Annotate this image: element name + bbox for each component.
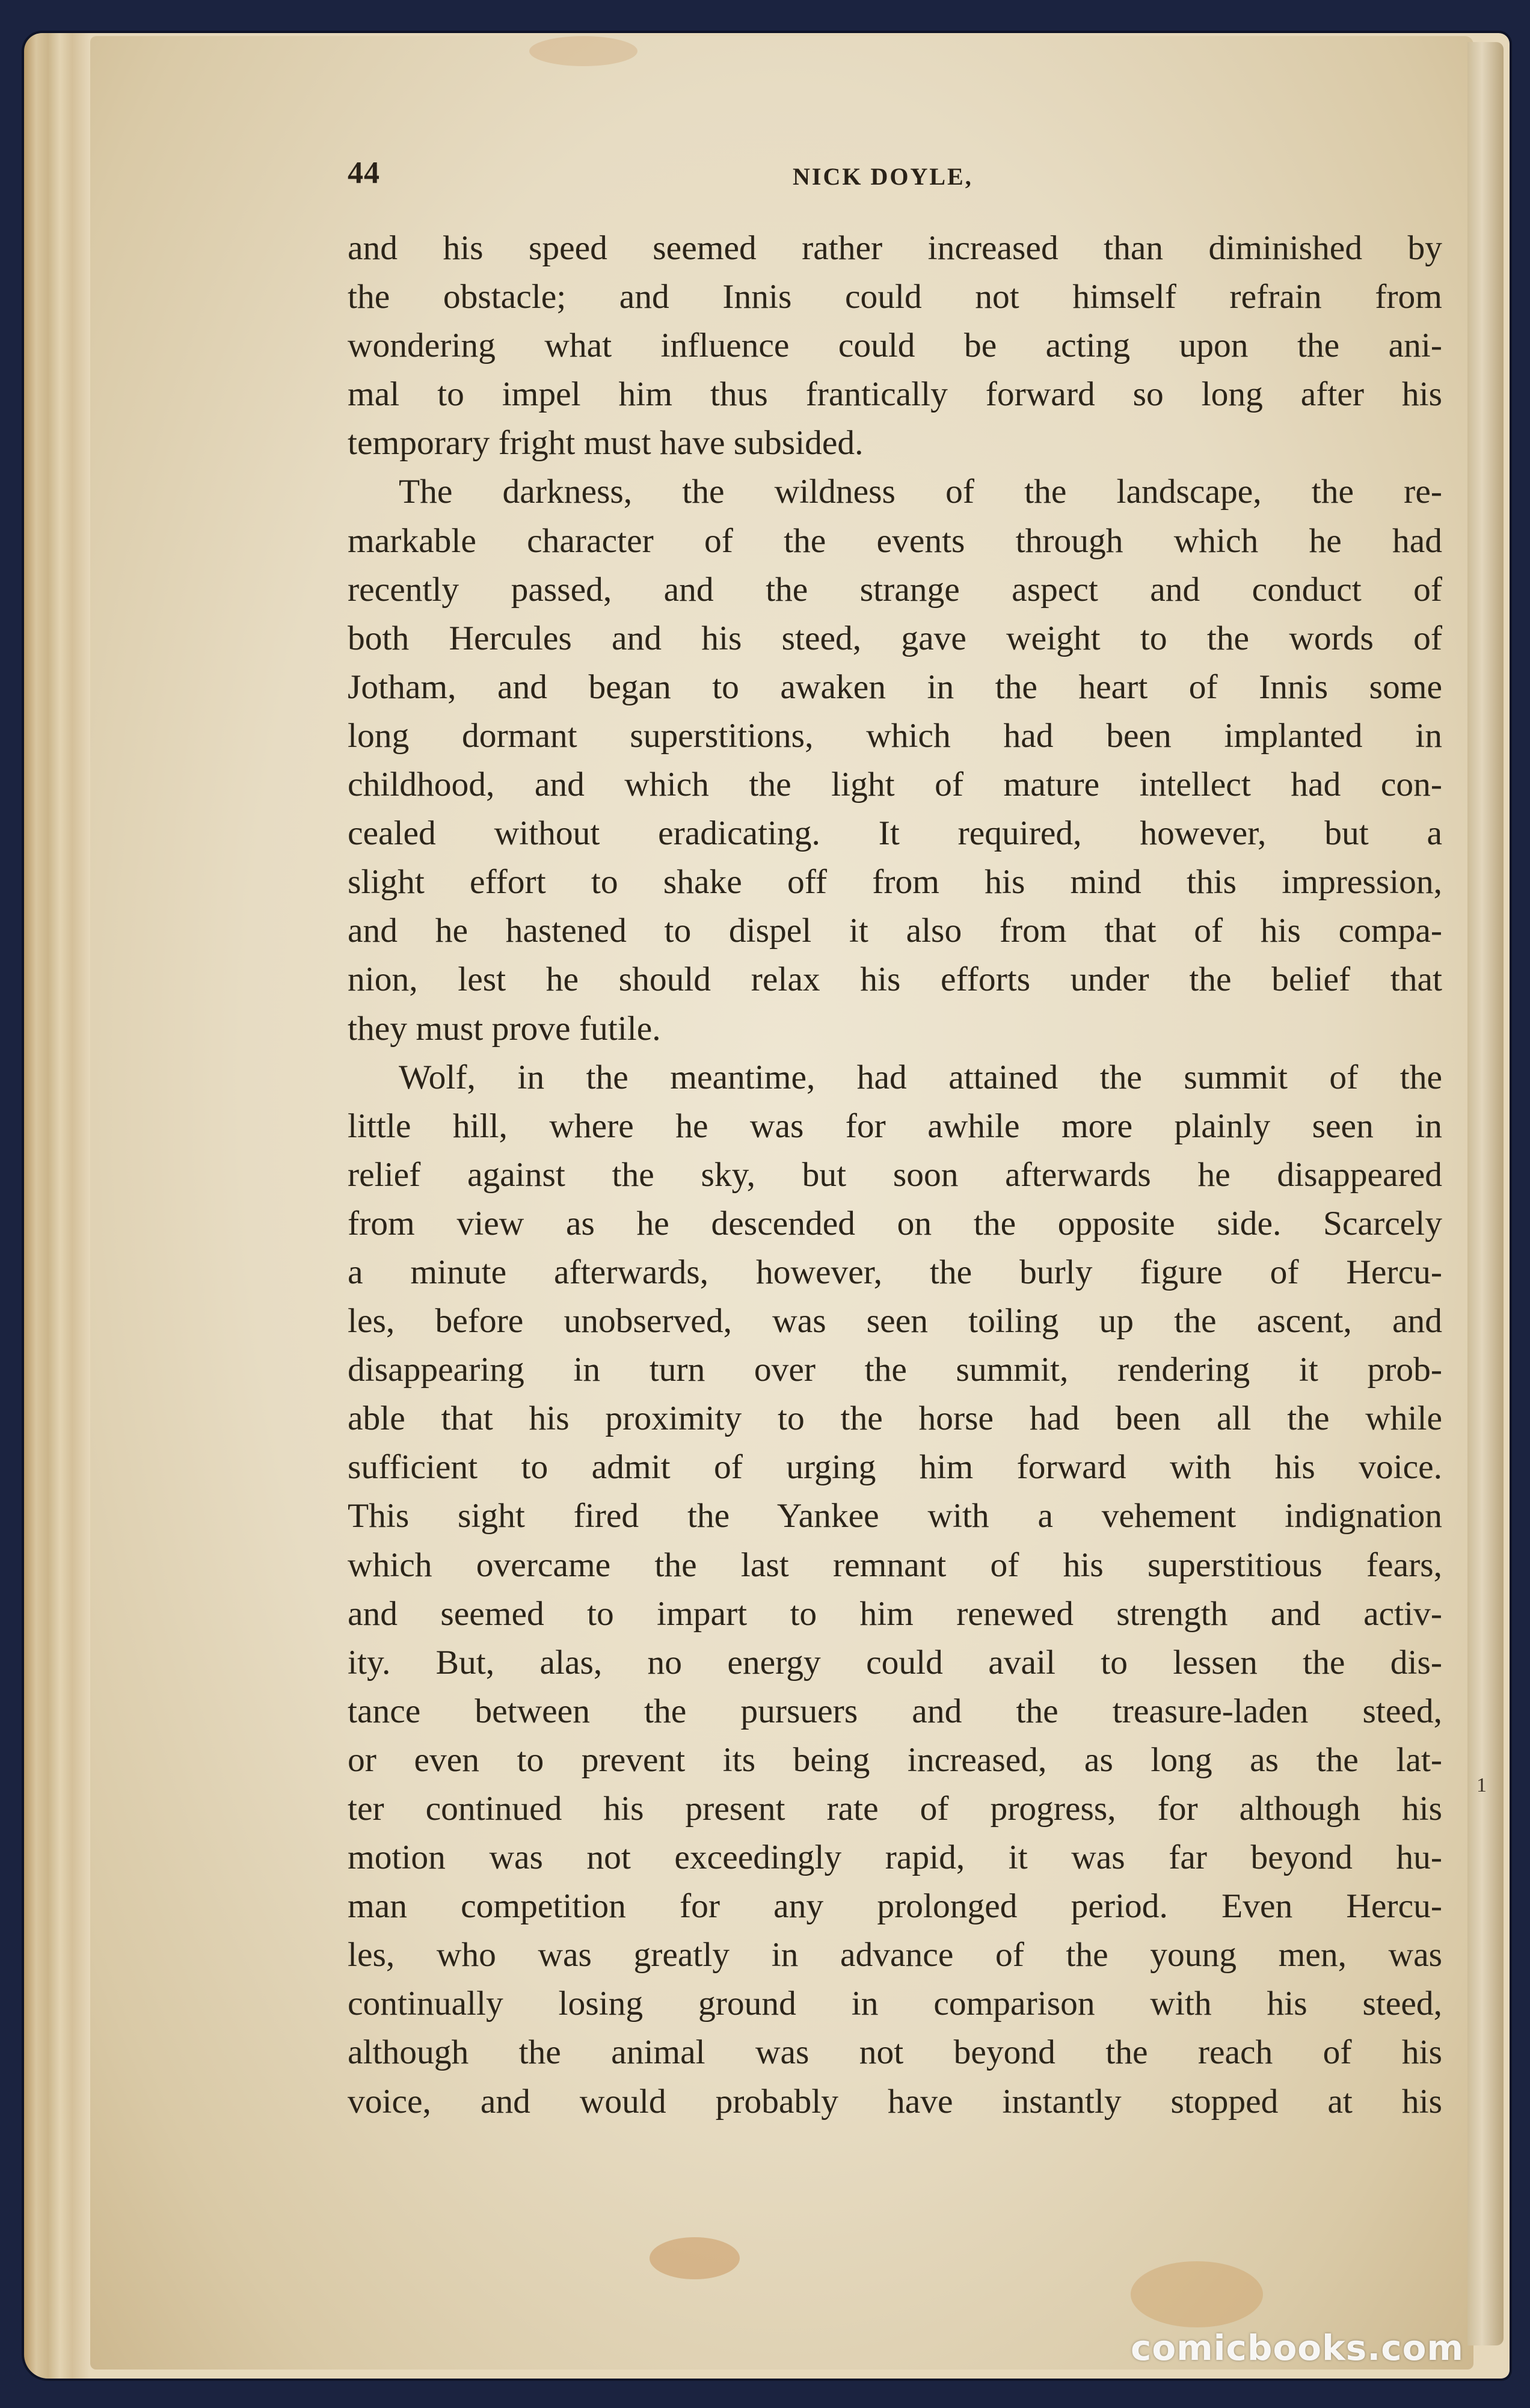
text-line: wondering what influence could be acting upon the ani- xyxy=(348,327,1442,365)
text-line: which overcame the last remnant of his superstitious fears, xyxy=(348,1546,1442,1584)
text-line: or even to prevent its being increased, as long as the lat- xyxy=(348,1740,1442,1779)
text-line: sufficient to admit of urging him forward with his voice. xyxy=(348,1448,1442,1487)
text-line: the obstacle; and Innis could not himself refrain from xyxy=(348,278,1442,316)
text-line: This sight fired the Yankee with a vehement indignation xyxy=(348,1497,1442,1535)
text-line: ity. But, alas, no energy could avail to lessen the dis- xyxy=(348,1643,1442,1682)
text-line: and his speed seemed rather increased than diminished by xyxy=(348,229,1442,267)
running-head: NICK DOYLE, xyxy=(793,163,973,190)
text-line: les, who was greatly in advance of the young men, was xyxy=(348,1936,1442,1974)
foxing-stain xyxy=(529,36,638,66)
text-line: relief against the sky, but soon afterwards he disappeared xyxy=(348,1155,1442,1194)
text-line: man competition for any prolonged period. Even Hercu- xyxy=(348,1887,1442,1926)
text-line: both Hercules and his steed, gave weight to the words of xyxy=(348,619,1442,657)
text-line: temporary fright must have subsided. xyxy=(348,424,864,462)
text-line: from view as he descended on the opposite side. Scarcely xyxy=(348,1204,1442,1242)
text-line: tance between the pursuers and the treasure-laden steed, xyxy=(348,1692,1442,1730)
text-line: ter continued his present rate of progress, for although his xyxy=(348,1790,1442,1828)
text-line: Jotham, and began to awaken in the heart of Innis some xyxy=(348,668,1442,706)
page-right-edge xyxy=(1467,42,1504,2345)
text-line: slight effort to shake off from his mind this impression, xyxy=(348,863,1442,901)
text-line: les, before unobserved, was seen toiling up the ascent, and xyxy=(348,1302,1442,1341)
text-line: although the animal was not beyond the reach of his xyxy=(348,2033,1442,2072)
text-line: a minute afterwards, however, the burly figure of Hercu- xyxy=(348,1253,1442,1291)
text-line: nion, lest he should relax his efforts under the belief that xyxy=(348,960,1442,999)
text-line: mal to impel him thus frantically forward so long after his xyxy=(348,375,1442,414)
foxing-stain xyxy=(1131,2261,1263,2327)
text-line: Wolf, in the meantime, had attained the summit of the xyxy=(399,1058,1442,1096)
text-line: and he hastened to dispel it also from that of his compa- xyxy=(348,912,1442,950)
foxing-stain xyxy=(650,2237,740,2279)
text-line: disappearing in turn over the summit, rendering it prob- xyxy=(348,1351,1442,1389)
page-number: 44 xyxy=(348,156,380,190)
page-header xyxy=(348,155,1454,203)
text-line: childhood, and which the light of mature intellect had con- xyxy=(348,766,1442,804)
text-line: and seemed to impart to him renewed strength and activ- xyxy=(348,1594,1442,1633)
body-text xyxy=(348,224,1442,2126)
text-line: little hill, where he was for awhile more plainly seen in xyxy=(348,1107,1442,1145)
text-line: recently passed, and the strange aspect and conduct of xyxy=(348,570,1442,609)
text-line: able that his proximity to the horse had been all the while xyxy=(348,1399,1442,1438)
text-line: they must prove futile. xyxy=(348,1009,661,1048)
text-line: voice, and would probably have instantly stopped at his xyxy=(348,2082,1442,2121)
text-line: markable character of the events through which he had xyxy=(348,521,1442,560)
text-line: motion was not exceedingly rapid, it was far beyond hu- xyxy=(348,1838,1442,1877)
margin-mark: 1 xyxy=(1476,1774,1487,1796)
text-line: continually losing ground in comparison with his steed, xyxy=(348,1985,1442,2023)
watermark-text: comicbooks.com xyxy=(1131,2327,1464,2368)
text-line: cealed without eradicating. It required, however, but a xyxy=(348,814,1442,853)
text-line: The darkness, the wildness of the landscape, the re- xyxy=(399,473,1442,511)
text-line: long dormant superstitions, which had been implanted in xyxy=(348,716,1442,755)
